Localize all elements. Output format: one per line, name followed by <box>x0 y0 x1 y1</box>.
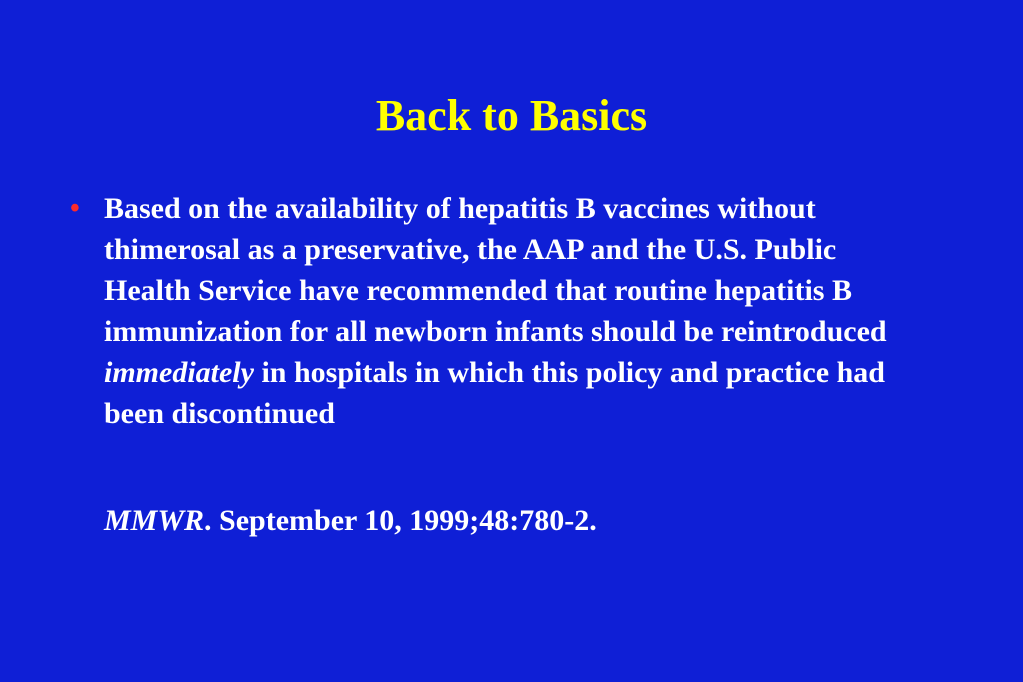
bullet-text <box>104 188 894 434</box>
citation-details: . September 10, 1999;48:780-2. <box>204 504 597 537</box>
bullet-text-part2: in hospitals in which this policy and practice had been discontinued <box>104 356 885 430</box>
slide-title: Back to Basics <box>375 91 648 140</box>
citation-journal: MMWR <box>104 504 205 537</box>
bullet-text-part1: Based on the availability of hepatitis B vaccines without thimerosal as a preservative, the AAP and the U.S. Public Health Service have recommended that routine hepatitis B immunization for all newborn infants should be reintroduced <box>104 192 887 348</box>
bullet-text-emphasis: immediately <box>104 356 254 389</box>
bullet-marker-icon: • <box>70 193 80 224</box>
citation <box>104 500 597 541</box>
